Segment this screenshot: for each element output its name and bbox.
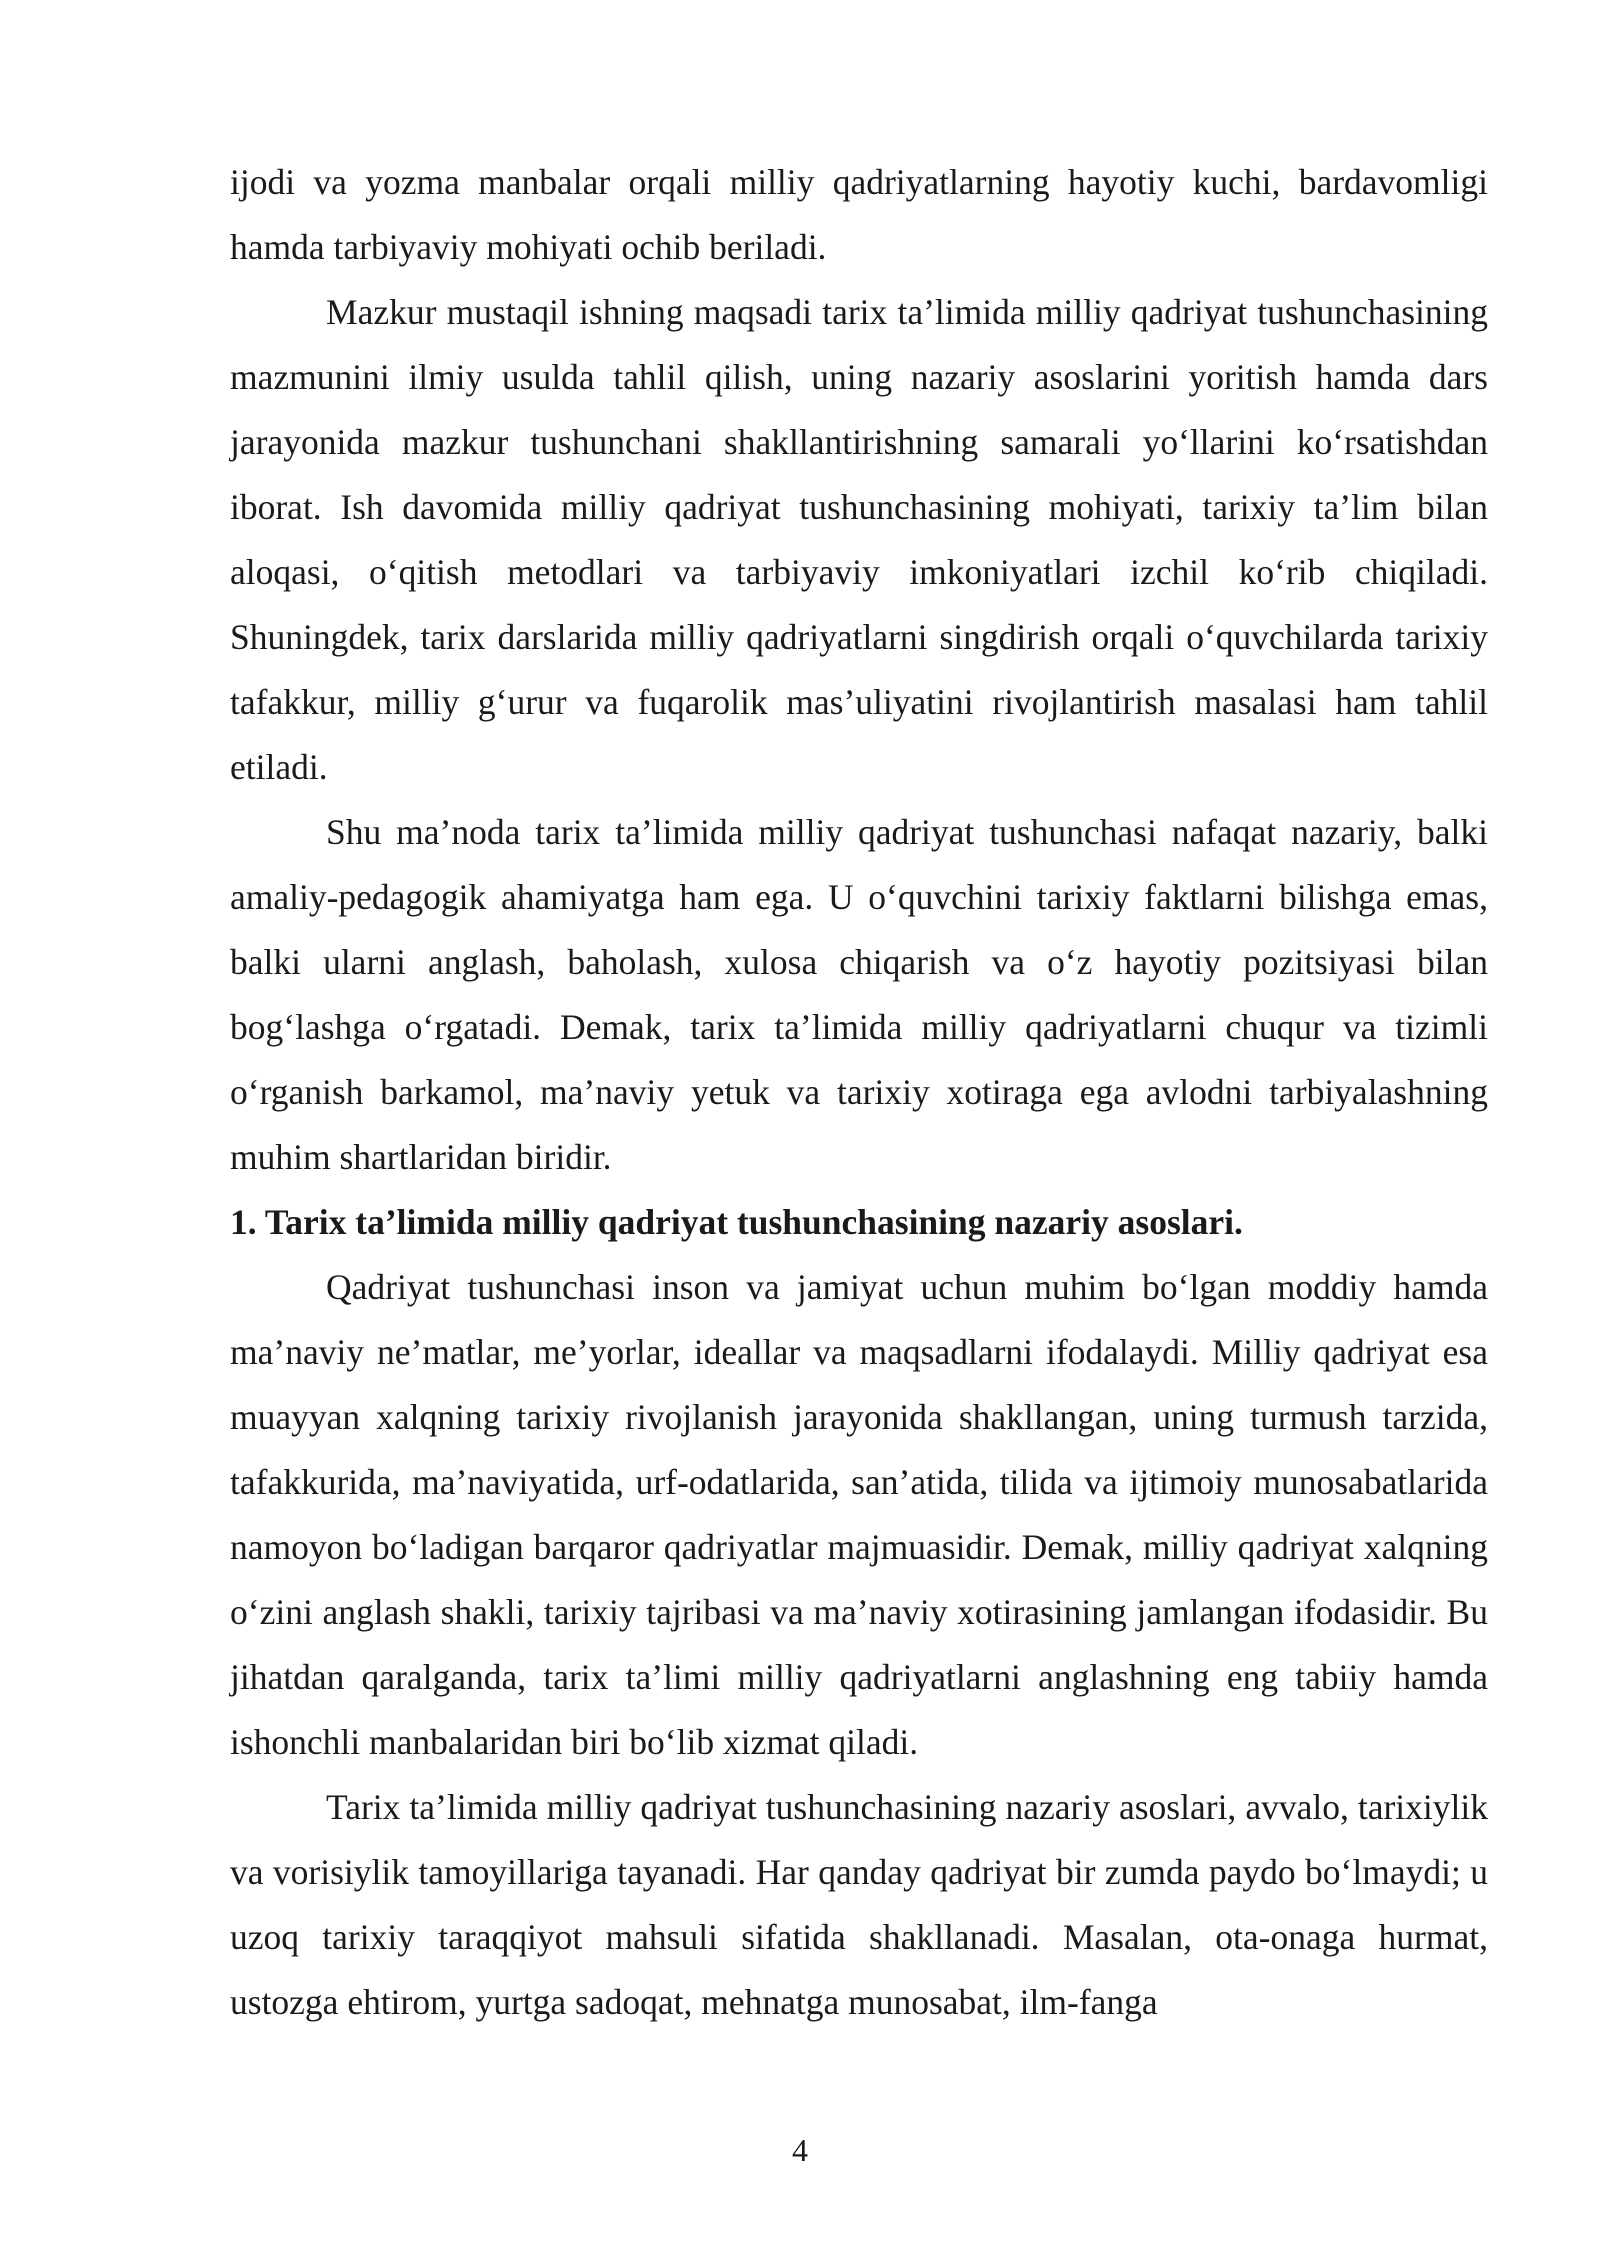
page-body	[230, 150, 1488, 2035]
section-heading: 1. Tarix ta’limida milliy qadriyat tushunchasining nazariy asoslari.	[230, 1202, 1243, 1242]
paragraph-aim: Mazkur mustaqil ishning maqsadi tarix ta’limida milliy qadriyat tushunchasining mazmunini ilmiy usulda tahlil qilish, uning nazariy asoslarini yoritish hamda dars jarayonida mazkur tushunchani shakllantirishning samarali yo‘llarini ko‘rsatishdan iborat. Ish davomida milliy qadriyat tushunchasining mohiyati, tarixiy ta’lim bilan aloqasi, o‘qitish metodlari va tarbiyaviy imkoniyatlari izchil ko‘rib chiqiladi. Shuningdek, tarix darslarida milliy qadriyatlarni singdirish orqali o‘quvchilarda tarixiy tafakkur, milliy g‘urur va fuqarolik mas’uliyatini rivojlantirish masalasi ham tahlil etiladi.	[230, 292, 1488, 787]
page-number: 4	[792, 2132, 808, 2168]
paragraph-theoretical-basis: Tarix ta’limida milliy qadriyat tushunchasining nazariy asoslari, avvalo, tarixiylik va vorisiylik tamoyillariga tayanadi. Har qanday qadriyat bir zumda paydo bo‘lmaydi; u uzoq tarixiy taraqqiyot mahsuli sifatida shakllanadi. Masalan, ota-onaga hurmat, ustozga ehtirom, yurtga sadoqat, mehnatga munosabat, ilm-fanga	[230, 1787, 1488, 2022]
paragraph-significance: Shu ma’noda tarix ta’limida milliy qadriyat tushunchasi nafaqat nazariy, balki amaliy-pedagogik ahamiyatga ham ega. U o‘quvchini tarixiy faktlarni bilishga emas, balki ularni anglash, baholash, xulosa chiqarish va o‘z hayotiy pozitsiyasi bilan bog‘lashga o‘rgatadi. Demak, tarix ta’limida milliy qadriyatlarni chuqur va tizimli o‘rganish barkamol, ma’naviy yetuk va tarixiy xotiraga ega avlodni tarbiyalashning muhim shartlaridan biridir.	[230, 812, 1488, 1177]
paragraph-continuation: ijodi va yozma manbalar orqali milliy qadriyatlarning hayotiy kuchi, bardavomligi hamda tarbiyaviy mohiyati ochib beriladi.	[230, 162, 1488, 267]
paragraph-value-definition: Qadriyat tushunchasi inson va jamiyat uchun muhim bo‘lgan moddiy hamda ma’naviy ne’matlar, me’yorlar, ideallar va maqsadlarni ifodalaydi. Milliy qadriyat esa muayyan xalqning tarixiy rivojlanish jarayonida shakllangan, uning turmush tarzida, tafakkurida, ma’naviyatida, urf-odatlarida, san’atida, tilida va ijtimoiy munosabatlarida namoyon bo‘ladigan barqaror qadriyatlar majmuasidir. Demak, milliy qadriyat xalqning o‘zini anglash shakli, tarixiy tajribasi va ma’naviy xotirasining jamlangan ifodasidir. Bu jihatdan qaralganda, tarix ta’limi milliy qadriyatlarni anglashning eng tabiiy hamda ishonchli manbalaridan biri bo‘lib xizmat qiladi.	[230, 1267, 1488, 1762]
